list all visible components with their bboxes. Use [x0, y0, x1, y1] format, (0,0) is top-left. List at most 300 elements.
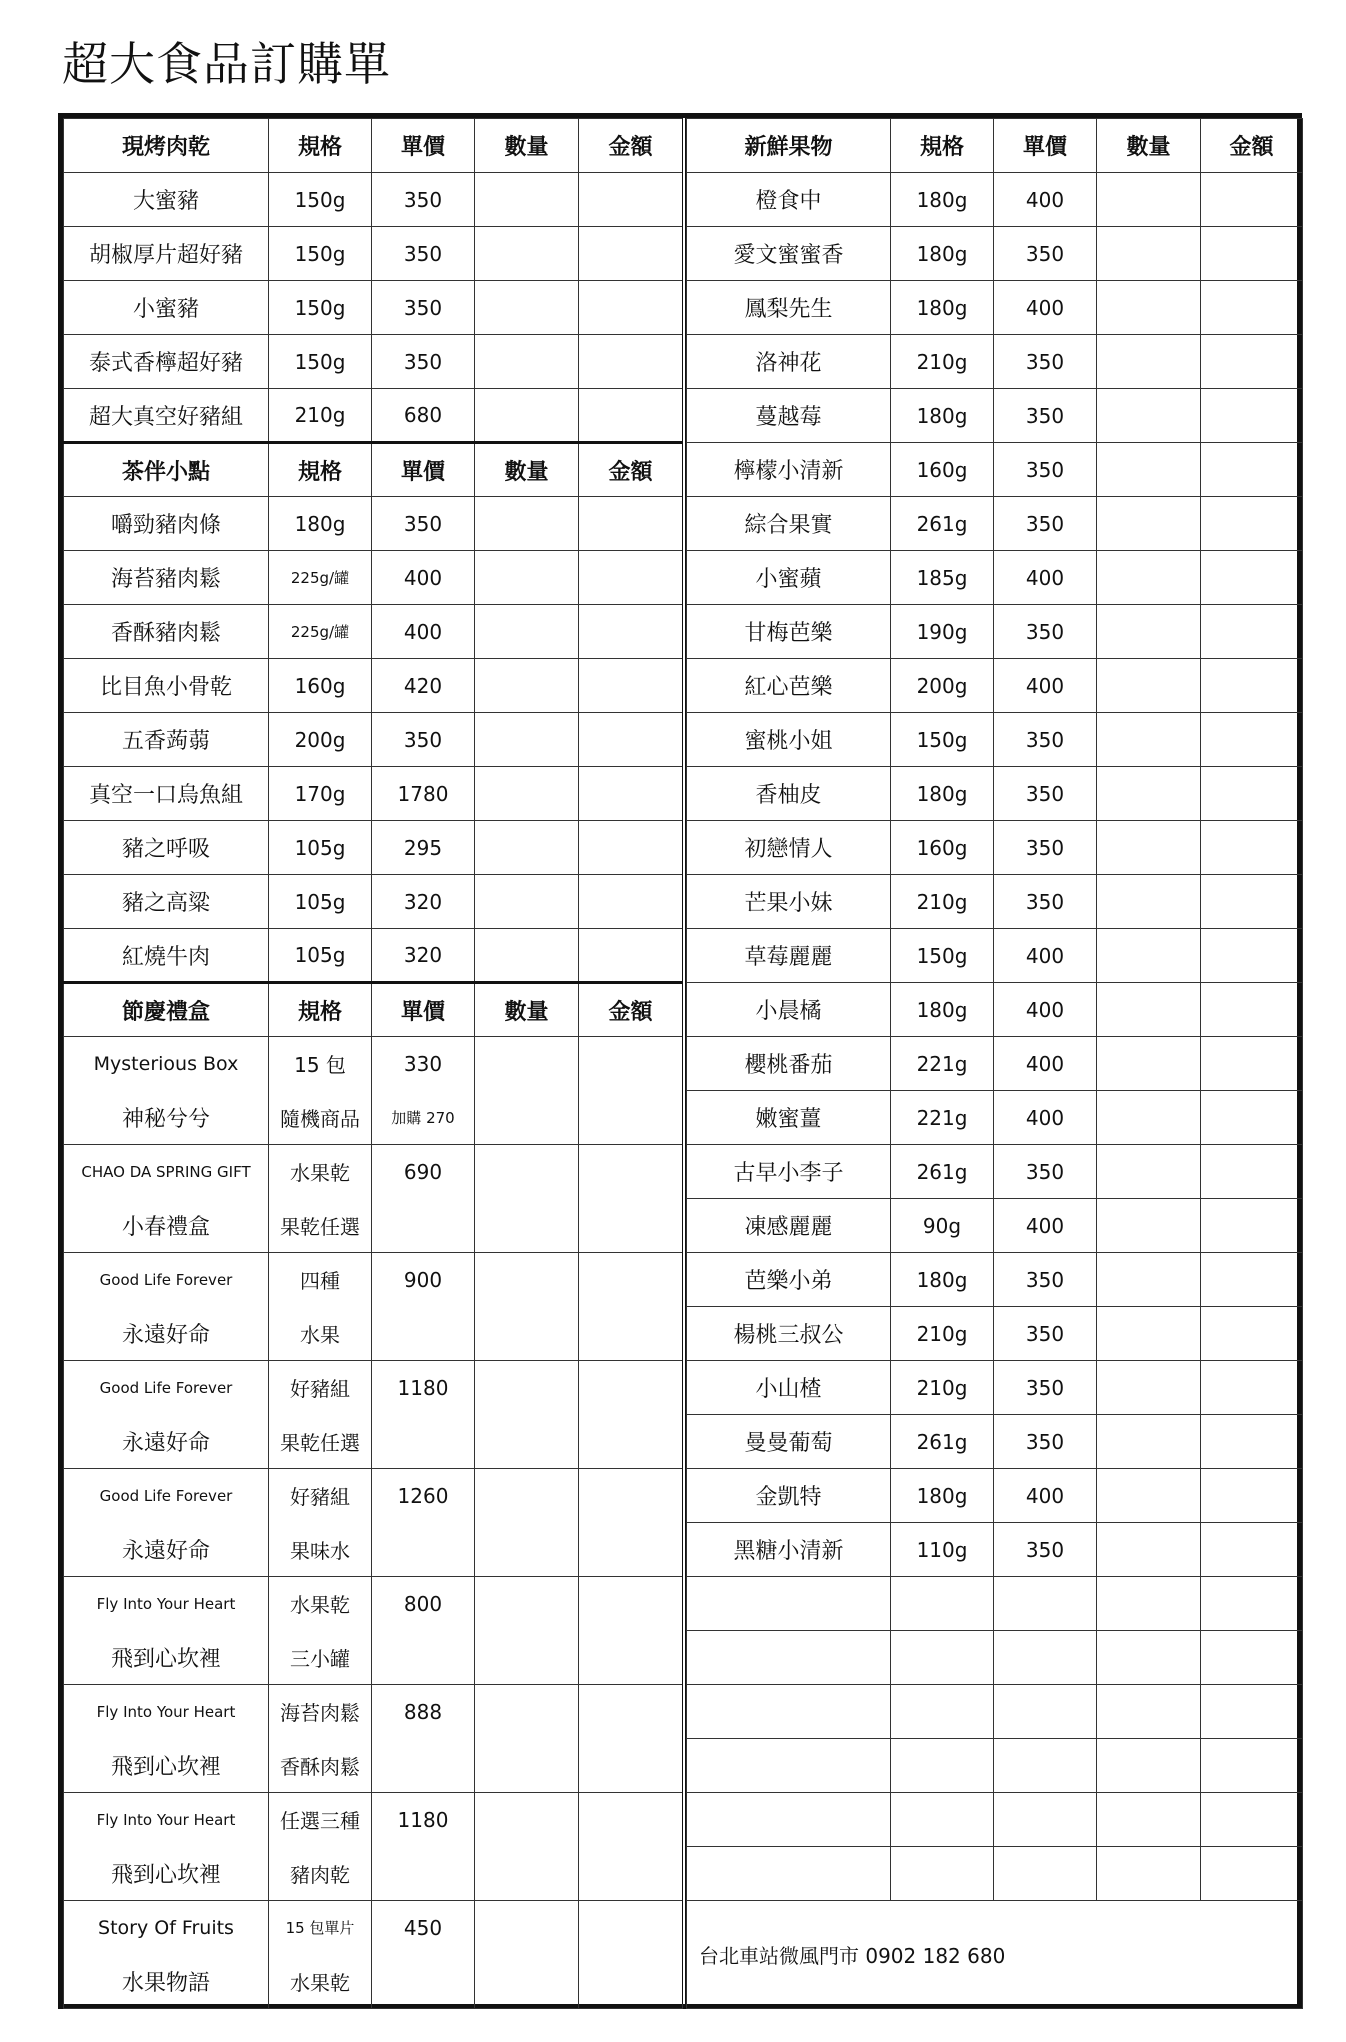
quantity-cell[interactable]: [1097, 1577, 1201, 1631]
gift-price: 888: [372, 1685, 475, 1739]
product-row: [64, 605, 683, 659]
quantity-cell[interactable]: [1097, 929, 1201, 983]
amount-cell[interactable]: [579, 227, 683, 281]
fruit-name: 蜜桃小姐: [687, 713, 891, 767]
fruit-name: 初戀情人: [687, 821, 891, 875]
quantity-cell[interactable]: [1097, 1847, 1201, 1901]
amount-cell[interactable]: [1201, 1145, 1303, 1199]
empty-price-cell[interactable]: [994, 1631, 1097, 1685]
gift-name-en: Fly Into Your Heart: [64, 1793, 269, 1847]
quantity-cell[interactable]: [1097, 605, 1201, 659]
fruit-row: [687, 1415, 1303, 1469]
fruit-spec: 180g: [891, 389, 994, 443]
fruit-row: [687, 443, 1303, 497]
product-price: 350: [372, 497, 475, 551]
fruit-price: 400: [994, 983, 1097, 1037]
quantity-cell[interactable]: [475, 713, 579, 767]
quantity-cell[interactable]: [1097, 1469, 1201, 1523]
product-price: 350: [372, 281, 475, 335]
gift-spec-line2: 果乾任選: [269, 1199, 372, 1253]
gift-name-zh: 小春禮盒: [64, 1199, 269, 1253]
fruit-price: 350: [994, 713, 1097, 767]
fruit-price: 350: [994, 767, 1097, 821]
quantity-cell[interactable]: [475, 1577, 579, 1685]
section-header-row: [687, 119, 1303, 173]
gift-name-en: Good Life Forever: [64, 1469, 269, 1523]
quantity-cell[interactable]: [1097, 821, 1201, 875]
product-row: [64, 929, 683, 983]
fruit-spec: 180g: [891, 1469, 994, 1523]
amount-cell[interactable]: [1201, 227, 1303, 281]
product-row: [64, 713, 683, 767]
quantity-cell[interactable]: [1097, 1307, 1201, 1361]
product-spec: 105g: [269, 821, 372, 875]
product-price: 295: [372, 821, 475, 875]
fruit-price: 350: [994, 227, 1097, 281]
amount-cell[interactable]: [1201, 1469, 1303, 1523]
fruit-spec: 180g: [891, 227, 994, 281]
quantity-cell[interactable]: [1097, 281, 1201, 335]
amount-cell[interactable]: [1201, 551, 1303, 605]
empty-spec-cell[interactable]: [891, 1847, 994, 1901]
quantity-cell[interactable]: [1097, 1091, 1201, 1145]
quantity-cell[interactable]: [475, 1145, 579, 1253]
amount-cell[interactable]: [1201, 767, 1303, 821]
quantity-cell[interactable]: [475, 929, 579, 983]
gift-price-extra: [372, 1523, 475, 1577]
quantity-cell[interactable]: [1097, 551, 1201, 605]
amount-cell[interactable]: [1201, 713, 1303, 767]
amount-cell[interactable]: [1201, 1361, 1303, 1415]
gift-price-extra: [372, 1415, 475, 1469]
fruit-price: 400: [994, 1469, 1097, 1523]
product-name: 胡椒厚片超好豬: [64, 227, 269, 281]
fruit-name: 金凱特: [687, 1469, 891, 1523]
header-qty: 數量: [1097, 119, 1201, 173]
quantity-cell[interactable]: [1097, 497, 1201, 551]
quantity-cell[interactable]: [475, 227, 579, 281]
fruit-name: 橙食中: [687, 173, 891, 227]
amount-cell[interactable]: [1201, 1793, 1303, 1847]
amount-cell[interactable]: [1201, 1847, 1303, 1901]
section-header-row: [64, 983, 683, 1037]
empty-name-cell[interactable]: [687, 1577, 891, 1631]
amount-cell[interactable]: [1201, 1577, 1303, 1631]
quantity-cell[interactable]: [475, 821, 579, 875]
gift-spec-line2: 豬肉乾: [269, 1847, 372, 1901]
gift-price: 1260: [372, 1469, 475, 1523]
fruit-name: 愛文蜜蜜香: [687, 227, 891, 281]
amount-cell[interactable]: [1201, 875, 1303, 929]
amount-cell[interactable]: [579, 767, 683, 821]
gift-row-top: [64, 1577, 683, 1631]
fruit-row: [687, 875, 1303, 929]
gift-row-top: [64, 1469, 683, 1523]
fruit-row: [687, 173, 1303, 227]
gift-price: 800: [372, 1577, 475, 1631]
product-price: 350: [372, 173, 475, 227]
quantity-cell[interactable]: [1097, 767, 1201, 821]
quantity-cell[interactable]: [1097, 659, 1201, 713]
amount-cell[interactable]: [1201, 605, 1303, 659]
amount-cell[interactable]: [1201, 983, 1303, 1037]
fruit-price: 400: [994, 1091, 1097, 1145]
quantity-cell[interactable]: [1097, 1253, 1201, 1307]
gift-price: 1180: [372, 1793, 475, 1847]
fruit-price: 350: [994, 1145, 1097, 1199]
amount-cell[interactable]: [579, 1685, 683, 1793]
empty-price-cell[interactable]: [994, 1793, 1097, 1847]
amount-cell[interactable]: [1201, 281, 1303, 335]
quantity-cell[interactable]: [1097, 1145, 1201, 1199]
gift-name-zh: 永遠好命: [64, 1415, 269, 1469]
empty-price-cell[interactable]: [994, 1577, 1097, 1631]
gift-spec-line2: 果乾任選: [269, 1415, 372, 1469]
fruit-row: [687, 1361, 1303, 1415]
empty-spec-cell[interactable]: [891, 1739, 994, 1793]
product-price: 400: [372, 605, 475, 659]
fruit-price: 400: [994, 659, 1097, 713]
quantity-cell[interactable]: [1097, 1361, 1201, 1415]
quantity-cell[interactable]: [1097, 443, 1201, 497]
fruit-spec: 261g: [891, 497, 994, 551]
gift-name-zh: 神秘兮兮: [64, 1091, 269, 1145]
product-price: 320: [372, 875, 475, 929]
fruit-row: [687, 1037, 1303, 1091]
product-row: [64, 767, 683, 821]
left-panel: [63, 118, 682, 2004]
header-qty: 數量: [475, 983, 579, 1037]
empty-name-cell[interactable]: [687, 1847, 891, 1901]
amount-cell[interactable]: [579, 605, 683, 659]
quantity-cell[interactable]: [1097, 1199, 1201, 1253]
fruit-price: 400: [994, 173, 1097, 227]
fruit-row: [687, 1253, 1303, 1307]
fruit-price: 350: [994, 389, 1097, 443]
quantity-cell[interactable]: [475, 1685, 579, 1793]
product-name: 大蜜豬: [64, 173, 269, 227]
quantity-cell[interactable]: [475, 1469, 579, 1577]
product-row: [64, 335, 683, 389]
amount-cell[interactable]: [579, 1145, 683, 1253]
header-qty: 數量: [475, 119, 579, 173]
gift-price: 900: [372, 1253, 475, 1307]
quantity-cell[interactable]: [475, 551, 579, 605]
gift-name-en: Mysterious Box: [64, 1037, 269, 1091]
amount-cell[interactable]: [1201, 443, 1303, 497]
gift-name-zh: 飛到心坎裡: [64, 1739, 269, 1793]
quantity-cell[interactable]: [475, 497, 579, 551]
quantity-cell[interactable]: [1097, 1793, 1201, 1847]
fruit-spec: 180g: [891, 983, 994, 1037]
gift-spec-line1: 任選三種: [269, 1793, 372, 1847]
amount-cell[interactable]: [1201, 173, 1303, 227]
gift-spec-line1: 水果乾: [269, 1577, 372, 1631]
header-amount: 金額: [579, 983, 683, 1037]
fruit-row: [687, 1145, 1303, 1199]
empty-price-cell[interactable]: [994, 1685, 1097, 1739]
fruit-spec: 110g: [891, 1523, 994, 1577]
quantity-cell[interactable]: [1097, 1631, 1201, 1685]
product-spec: 225g/罐: [269, 551, 372, 605]
header-amount: 金額: [579, 443, 683, 497]
fruit-name: 古早小李子: [687, 1145, 891, 1199]
amount-cell[interactable]: [579, 875, 683, 929]
gift-spec-line2: 香酥肉鬆: [269, 1739, 372, 1793]
gift-price-extra: [372, 1955, 475, 2009]
product-row: [64, 173, 683, 227]
section-header-row: [64, 119, 683, 173]
amount-cell[interactable]: [579, 389, 683, 443]
gift-spec-line2: 果味水: [269, 1523, 372, 1577]
amount-cell[interactable]: [579, 173, 683, 227]
amount-cell[interactable]: [1201, 335, 1303, 389]
gift-name-en: CHAO DA SPRING GIFT: [64, 1145, 269, 1199]
amount-cell[interactable]: [1201, 659, 1303, 713]
fruit-price: 350: [994, 1523, 1097, 1577]
amount-cell[interactable]: [1201, 1631, 1303, 1685]
gift-spec-line1: 海苔肉鬆: [269, 1685, 372, 1739]
quantity-cell[interactable]: [475, 335, 579, 389]
header-price: 單價: [372, 119, 475, 173]
quantity-cell[interactable]: [1097, 335, 1201, 389]
quantity-cell[interactable]: [475, 1037, 579, 1145]
amount-cell[interactable]: [579, 1577, 683, 1685]
product-name: 小蜜豬: [64, 281, 269, 335]
fruit-spec: 221g: [891, 1091, 994, 1145]
quantity-cell[interactable]: [1097, 1685, 1201, 1739]
product-price: 400: [372, 551, 475, 605]
gift-price-extra: [372, 1631, 475, 1685]
amount-cell[interactable]: [579, 497, 683, 551]
product-spec: 105g: [269, 929, 372, 983]
gift-price-extra: [372, 1199, 475, 1253]
quantity-cell[interactable]: [475, 875, 579, 929]
fruit-spec: 200g: [891, 659, 994, 713]
fruit-name: 香柚皮: [687, 767, 891, 821]
fruit-price: 350: [994, 875, 1097, 929]
gift-row-top: [64, 1145, 683, 1199]
empty-name-cell[interactable]: [687, 1793, 891, 1847]
fruit-spec: 210g: [891, 1307, 994, 1361]
gift-spec-line2: 三小罐: [269, 1631, 372, 1685]
amount-cell[interactable]: [579, 1361, 683, 1469]
empty-name-cell[interactable]: [687, 1631, 891, 1685]
quantity-cell[interactable]: [1097, 227, 1201, 281]
gift-row-top: [64, 1361, 683, 1415]
empty-spec-cell[interactable]: [891, 1631, 994, 1685]
amount-cell[interactable]: [579, 551, 683, 605]
empty-row: [687, 1739, 1303, 1793]
header-amount: 金額: [579, 119, 683, 173]
header-price: 單價: [372, 443, 475, 497]
header-name: 茶伴小點: [64, 443, 269, 497]
page-title: 超大食品訂購單: [62, 37, 391, 91]
fruit-row: [687, 497, 1303, 551]
quantity-cell[interactable]: [1097, 173, 1201, 227]
amount-cell[interactable]: [1201, 821, 1303, 875]
gift-spec-line1: 水果乾: [269, 1145, 372, 1199]
fruit-name: 小蜜蘋: [687, 551, 891, 605]
quantity-cell[interactable]: [1097, 389, 1201, 443]
fruit-name: 洛神花: [687, 335, 891, 389]
fruit-row: [687, 1523, 1303, 1577]
product-name: 紅燒牛肉: [64, 929, 269, 983]
quantity-cell[interactable]: [475, 605, 579, 659]
empty-spec-cell[interactable]: [891, 1685, 994, 1739]
header-price: 單價: [372, 983, 475, 1037]
amount-cell[interactable]: [1201, 1685, 1303, 1739]
gift-price: 330: [372, 1037, 475, 1091]
amount-cell[interactable]: [579, 1037, 683, 1145]
fruit-row: [687, 659, 1303, 713]
amount-cell[interactable]: [579, 713, 683, 767]
empty-spec-cell[interactable]: [891, 1577, 994, 1631]
quantity-cell[interactable]: [475, 1793, 579, 1901]
product-name: 海苔豬肉鬆: [64, 551, 269, 605]
quantity-cell[interactable]: [1097, 1037, 1201, 1091]
fruit-name: 櫻桃番茄: [687, 1037, 891, 1091]
amount-cell[interactable]: [1201, 929, 1303, 983]
product-spec: 105g: [269, 875, 372, 929]
quantity-cell[interactable]: [475, 173, 579, 227]
amount-cell[interactable]: [1201, 1307, 1303, 1361]
amount-cell[interactable]: [579, 1469, 683, 1577]
quantity-cell[interactable]: [1097, 983, 1201, 1037]
amount-cell[interactable]: [1201, 497, 1303, 551]
fruit-spec: 160g: [891, 443, 994, 497]
quantity-cell[interactable]: [475, 281, 579, 335]
empty-row: [687, 1685, 1303, 1739]
fruit-price: 350: [994, 335, 1097, 389]
product-price: 350: [372, 335, 475, 389]
amount-cell[interactable]: [1201, 1415, 1303, 1469]
empty-price-cell[interactable]: [994, 1847, 1097, 1901]
fruit-price: 350: [994, 1253, 1097, 1307]
gift-name-en: Fly Into Your Heart: [64, 1685, 269, 1739]
empty-name-cell[interactable]: [687, 1685, 891, 1739]
amount-cell[interactable]: [579, 1253, 683, 1361]
amount-cell[interactable]: [579, 335, 683, 389]
gift-spec-line1: 15 包單片: [269, 1901, 372, 1955]
quantity-cell[interactable]: [475, 1901, 579, 2009]
product-name: 超大真空好豬組: [64, 389, 269, 443]
fruit-row: [687, 551, 1303, 605]
product-name: 豬之高粱: [64, 875, 269, 929]
fruit-name: 小晨橘: [687, 983, 891, 1037]
fruit-name: 草莓麗麗: [687, 929, 891, 983]
product-name: 香酥豬肉鬆: [64, 605, 269, 659]
fruit-spec: 180g: [891, 173, 994, 227]
amount-cell[interactable]: [579, 659, 683, 713]
fruit-price: 400: [994, 281, 1097, 335]
quantity-cell[interactable]: [475, 659, 579, 713]
fruit-row: [687, 389, 1303, 443]
product-spec: 200g: [269, 713, 372, 767]
amount-cell[interactable]: [1201, 1739, 1303, 1793]
quantity-cell[interactable]: [475, 767, 579, 821]
fruit-row: [687, 281, 1303, 335]
fruit-row: [687, 1307, 1303, 1361]
header-amount: 金額: [1201, 119, 1303, 173]
fruit-row: [687, 1091, 1303, 1145]
fruit-spec: 160g: [891, 821, 994, 875]
gift-row-top: [64, 1253, 683, 1307]
gift-spec-line1: 好豬組: [269, 1361, 372, 1415]
gift-row-top: [64, 1793, 683, 1847]
empty-price-cell[interactable]: [994, 1739, 1097, 1793]
product-spec: 210g: [269, 389, 372, 443]
quantity-cell[interactable]: [1097, 713, 1201, 767]
amount-cell[interactable]: [579, 929, 683, 983]
fruit-spec: 90g: [891, 1199, 994, 1253]
fruit-row: [687, 605, 1303, 659]
fruit-price: 350: [994, 497, 1097, 551]
amount-cell[interactable]: [1201, 1253, 1303, 1307]
quantity-cell[interactable]: [1097, 1415, 1201, 1469]
fruit-price: 350: [994, 443, 1097, 497]
gift-name-zh: 永遠好命: [64, 1307, 269, 1361]
quantity-cell[interactable]: [1097, 1523, 1201, 1577]
fruit-name: 黑糖小清新: [687, 1523, 891, 1577]
fruit-price: 400: [994, 551, 1097, 605]
amount-cell[interactable]: [579, 281, 683, 335]
fruit-row: [687, 335, 1303, 389]
gift-name-zh: 水果物語: [64, 1955, 269, 2009]
amount-cell[interactable]: [579, 1793, 683, 1901]
amount-cell[interactable]: [579, 1901, 683, 2009]
left-order-table: [63, 118, 683, 2009]
header-spec: 規格: [269, 443, 372, 497]
gift-spec-line1: 15 包: [269, 1037, 372, 1091]
quantity-cell[interactable]: [475, 1361, 579, 1469]
product-spec: 150g: [269, 173, 372, 227]
fruit-spec: 180g: [891, 281, 994, 335]
amount-cell[interactable]: [1201, 389, 1303, 443]
quantity-cell[interactable]: [1097, 875, 1201, 929]
product-price: 680: [372, 389, 475, 443]
fruit-price: 400: [994, 1199, 1097, 1253]
fruit-price: 350: [994, 605, 1097, 659]
right-order-table: [686, 118, 1303, 2009]
empty-spec-cell[interactable]: [891, 1793, 994, 1847]
empty-row: [687, 1577, 1303, 1631]
gift-spec-line2: 水果乾: [269, 1955, 372, 2009]
gift-price-extra: [372, 1739, 475, 1793]
amount-cell[interactable]: [1201, 1091, 1303, 1145]
product-row: [64, 227, 683, 281]
fruit-name: 蔓越莓: [687, 389, 891, 443]
gift-price: 1180: [372, 1361, 475, 1415]
gift-name-en: Good Life Forever: [64, 1253, 269, 1307]
amount-cell[interactable]: [1201, 1037, 1303, 1091]
quantity-cell[interactable]: [475, 389, 579, 443]
empty-row: [687, 1793, 1303, 1847]
amount-cell[interactable]: [1201, 1523, 1303, 1577]
empty-name-cell[interactable]: [687, 1739, 891, 1793]
gift-spec-line2: 隨機商品: [269, 1091, 372, 1145]
fruit-price: 400: [994, 1037, 1097, 1091]
amount-cell[interactable]: [579, 821, 683, 875]
product-spec: 150g: [269, 281, 372, 335]
fruit-name: 芒果小妹: [687, 875, 891, 929]
amount-cell[interactable]: [1201, 1199, 1303, 1253]
quantity-cell[interactable]: [1097, 1739, 1201, 1793]
product-name: 五香蒟蒻: [64, 713, 269, 767]
product-spec: 225g/罐: [269, 605, 372, 659]
quantity-cell[interactable]: [475, 1253, 579, 1361]
product-row: [64, 875, 683, 929]
